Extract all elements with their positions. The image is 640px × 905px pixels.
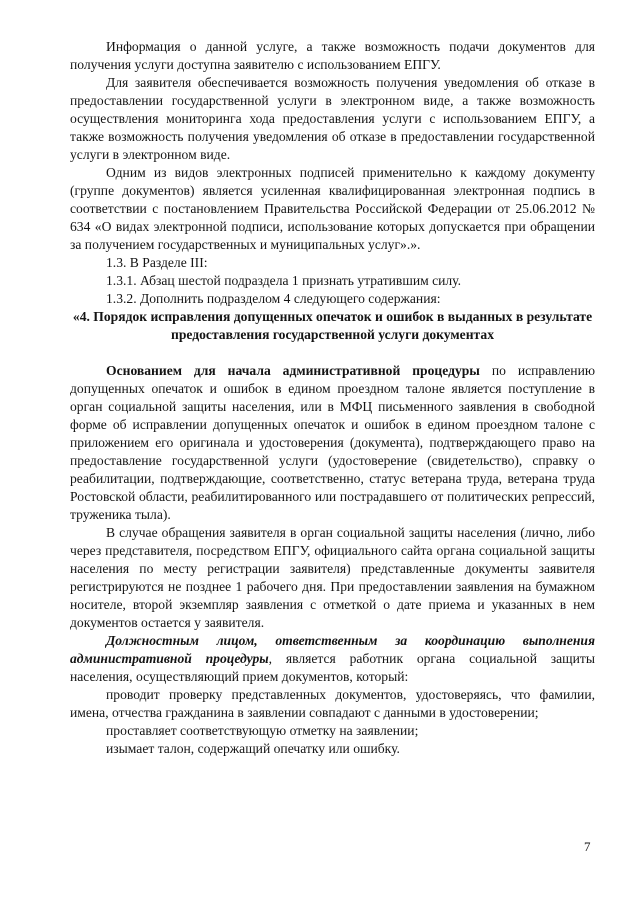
paragraph-epgu-info: Информация о данной услуге, а также возможность подачи документов для получения услуги доступна заявителю с использованием ЕПГУ. xyxy=(70,39,595,72)
official-bold-lead: Должностным лицом, ответственным за координацию выполнения административной процедуры xyxy=(70,633,595,666)
page-number: 7 xyxy=(584,839,591,854)
duty-mark-application: проставляет соответствующую отметку на заявлении; xyxy=(106,723,419,738)
basis-text: по исправлению допущенных опечаток и ошибок в едином проездном талоне является поступление в орган социальной защиты населения, или в МФЦ письменного заявления в свободной форме об исправлении допущенных опечаток и ошибок в едином проездном талоне с приложением его оригинала и удостоверения (документа), подтверждающего право на предоставление государственной услуги (удостоверение (свидетельство), справку о реабилитации, подтверждающие, соответственно, статус ветерана труда, ветерана труда Ростовской области, реабилитированного или пострадавшего от политических репрессий, труженика тыла). xyxy=(70,363,596,522)
basis-bold-lead: Основанием для начала административной процедуры xyxy=(106,363,480,378)
paragraph-electronic-signature: Одним из видов электронных подписей применительно к каждому документу (группе документов) является усиленная квалифицированная электронная подпись в соответствии с постановлением Правительства Российской Федерации от 25.06.2012 № 634 «О видах электронной подписи, использование которых допускается при обращении за получением государственных и муниципальных услуг».». xyxy=(70,165,595,252)
paragraph-basis xyxy=(70,362,595,524)
item-1-3-1: 1.3.1. Абзац шестой подраздела 1 признать утратившим силу. xyxy=(106,273,462,288)
document-body xyxy=(70,38,595,758)
section-heading: «4. Порядок исправления допущенных опечаток и ошибок в выданных в результате предоставления государственной услуги документах xyxy=(72,309,593,342)
paragraph-official xyxy=(70,632,595,686)
paragraph-notification: Для заявителя обеспечивается возможность получения уведомления об отказе в предоставлении государственной услуги в электронном виде, а также возможность осуществления мониторинга хода предоставления услуги с использованием ЕПГУ, а также возможность получения уведомления об отказе в предоставлении государственной услуги в электронном виде. xyxy=(70,75,595,162)
duty-check-documents: проводит проверку представленных документов, удостоверяясь, что фамилии, имена, отчества гражданина в заявлении совпадают с данными в удостоверении; xyxy=(70,687,595,720)
item-1-3: 1.3. В Разделе III: xyxy=(106,255,208,270)
paragraph-appeal: В случае обращения заявителя в орган социальной защиты населения (лично, либо через представителя, посредством ЕПГУ, официального сайта органа социальной защиты населения по месту регистрации заявителя) представленные документы заявителя регистрируются не позднее 1 рабочего дня. При предоставлении заявления на бумажном носителе, второй экземпляр заявления с отметкой о дате приема и указанных в нем документов остается у заявителя. xyxy=(70,525,595,630)
official-text: , является работник органа социальной защиты населения, осуществляющий прием документов, который: xyxy=(70,651,595,684)
duty-withdraw-ticket: изымает талон, содержащий опечатку или ошибку. xyxy=(106,741,400,756)
item-1-3-2: 1.3.2. Дополнить подразделом 4 следующего содержания: xyxy=(106,291,441,306)
